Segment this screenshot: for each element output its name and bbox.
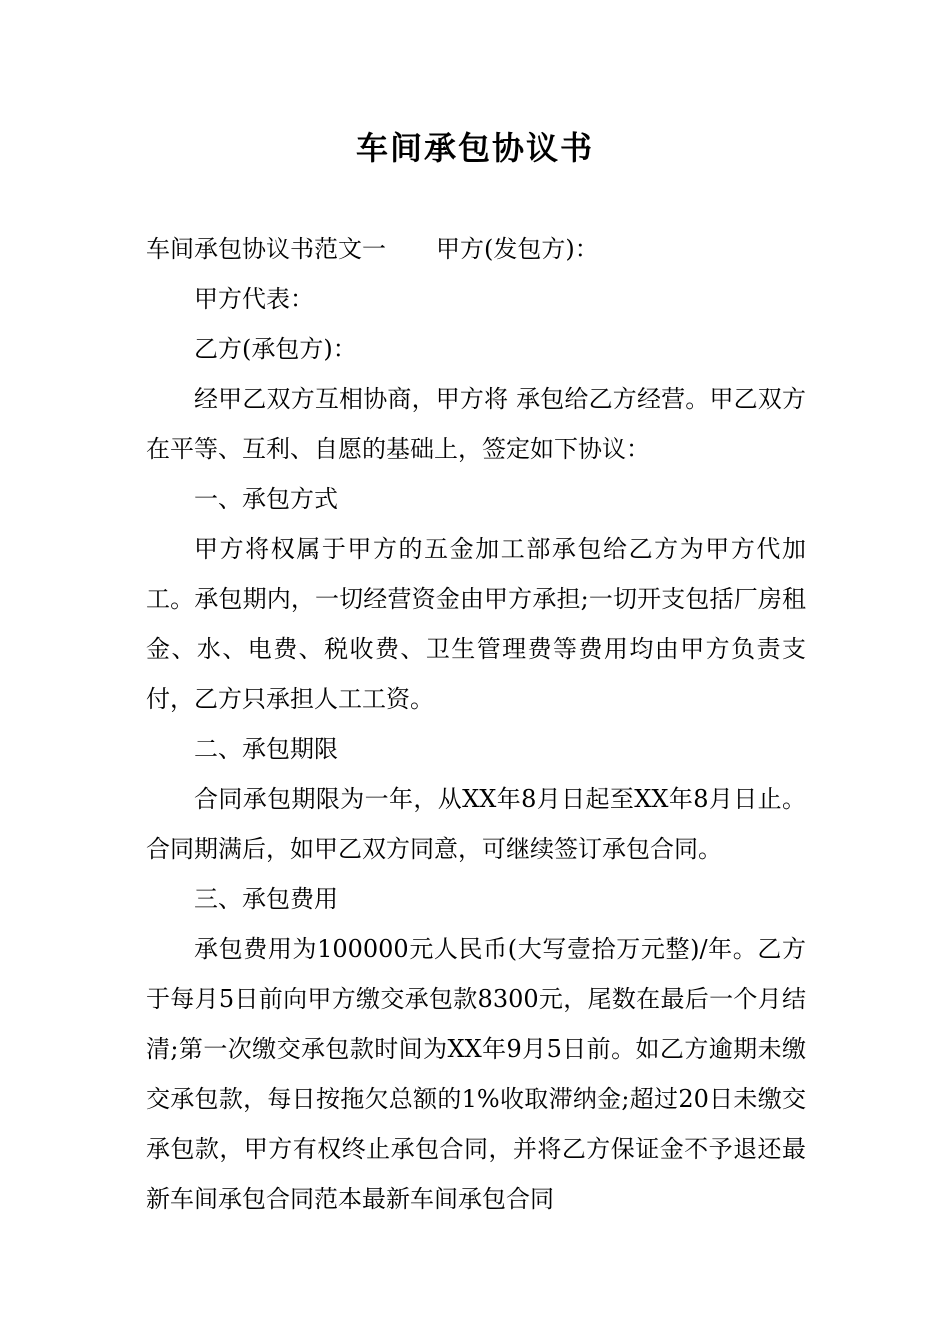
party-b-line: 乙方(承包方)： [194, 335, 357, 363]
section-1-paragraph: 甲方将权属于甲方的五金加工部承包给乙方为甲方代加工。承包期内，一切经营资金由甲方承担;一切开支包括厂房租金、水、电费、税收费、卫生管理费等费用均由甲方负责支付，乙方只承担人工工资。 [146, 535, 806, 713]
section-1-heading: 一、承包方式 [194, 485, 338, 513]
section-3-paragraph: 承包费用为100000元人民币(大写壹拾万元整)/年。乙方于每月5日前向甲方缴交承包款8300元，尾数在最后一个月结清;第一次缴交承包款时间为XX年9月5日前。如乙方逾期未缴交承包款，每日按拖欠总额的1%收取滞纳金;超过20日未缴交承包款，甲方有权终止承包合同，并将乙方保证金不予退还最新车间承包合同范本最新车间承包合同 [146, 935, 806, 1213]
preamble-paragraph: 经甲乙双方互相协商，甲方将 承包给乙方经营。甲乙双方在平等、互利、自愿的基础上，签定如下协议： [146, 385, 806, 463]
party-a-rep-line: 甲方代表： [194, 285, 314, 313]
section-2-heading: 二、承包期限 [194, 735, 338, 763]
party-a-line: 甲方(发包方)： [436, 235, 599, 263]
intro-line [146, 224, 806, 274]
section-2-paragraph: 合同承包期限为一年，从XX年8月日起至XX年8月日止。合同期满后，如甲乙双方同意，可继续签订承包合同。 [146, 785, 806, 863]
document-body [146, 224, 806, 1224]
intro-label: 车间承包协议书范文一 [146, 235, 386, 263]
document-title: 车间承包协议书 [355, 129, 594, 167]
section-3-heading: 三、承包费用 [194, 885, 338, 913]
